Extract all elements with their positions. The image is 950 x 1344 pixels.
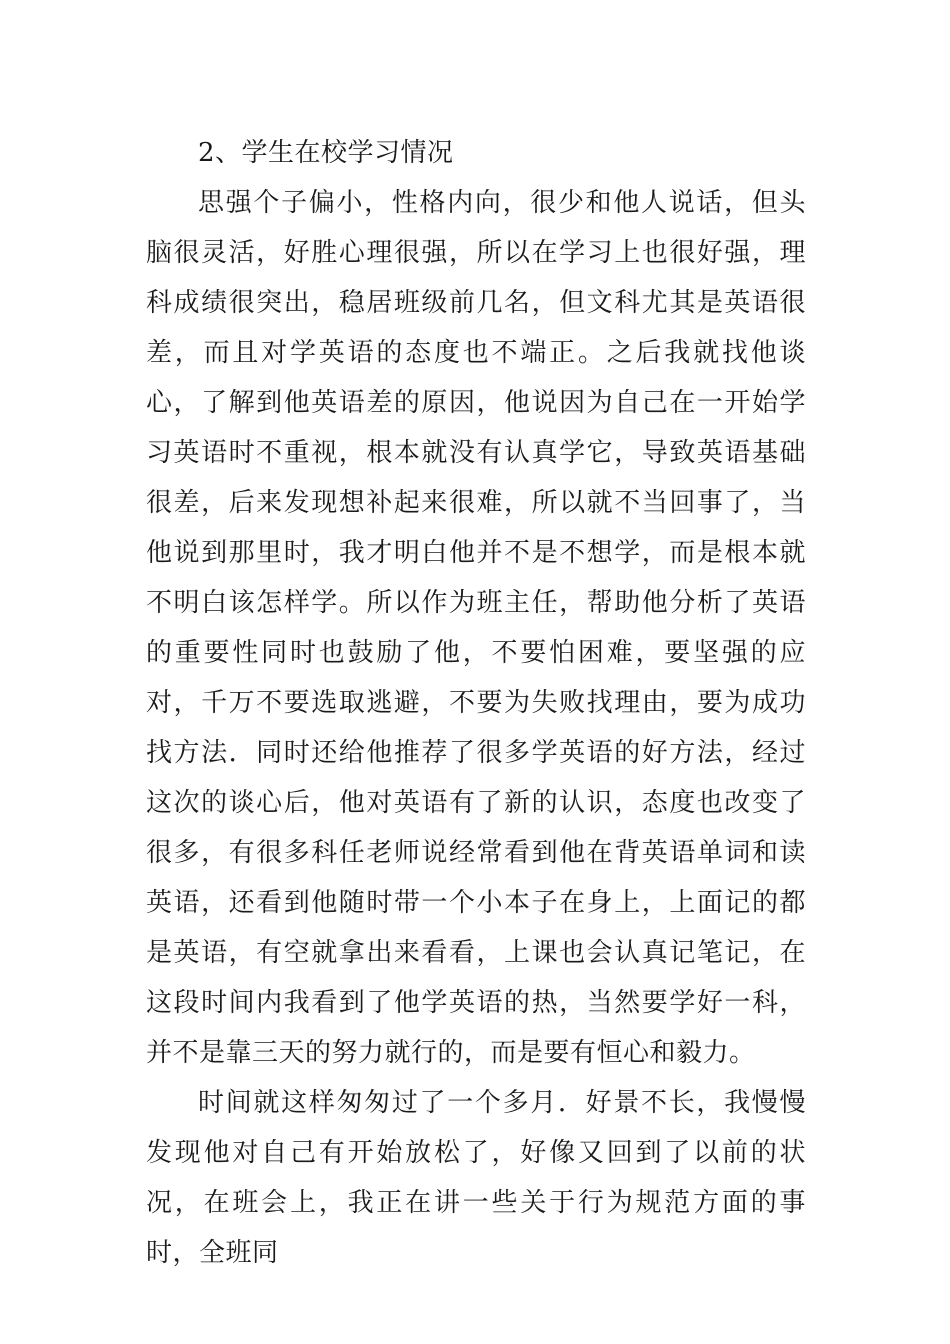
document-body (146, 128, 806, 1278)
paragraph-month-later: 时间就这样匆匆过了一个多月．好景不长，我慢慢发现他对自己有开始放松了，好像又回到了以前的状况，在班会上，我正在讲一些关于行为规范方面的事时，全班同 (146, 1088, 806, 1268)
paragraph-study-situation: 思强个子偏小，性格内向，很少和他人说话，但头脑很灵活，好胜心理很强，所以在学习上也很好强，理科成绩很突出，稳居班级前几名，但文科尤其是英语很差，而且对学英语的态度也不端正。之后我就找他谈心，了解到他英语差的原因，他说因为自己在一开始学习英语时不重视，根本就没有认真学它，导致英语基础很差，后来发现想补起来很难，所以就不当回事了，当他说到那里时，我才明白他并不是不想学，而是根本就不明白该怎样学。所以作为班主任，帮助他分析了英语的重要性同时也鼓励了他，不要怕困难，要坚强的应对，千万不要选取逃避，不要为失败找理由，要为成功找方法．同时还给他推荐了很多学英语的好方法，经过这次的谈心后，他对英语有了新的认识，态度也改变了很多，有很多科任老师说经常看到他在背英语单词和读英语，还看到他随时带一个小本子在身上，上面记的都是英语，有空就拿出来看看，上课也会认真记笔记，在这段时间内我看到了他学英语的热，当然要学好一科，并不是靠三天的努力就行的，而是要有恒心和毅力。 (146, 188, 806, 1068)
section-heading: 2、学生在校学习情况 (198, 138, 454, 168)
